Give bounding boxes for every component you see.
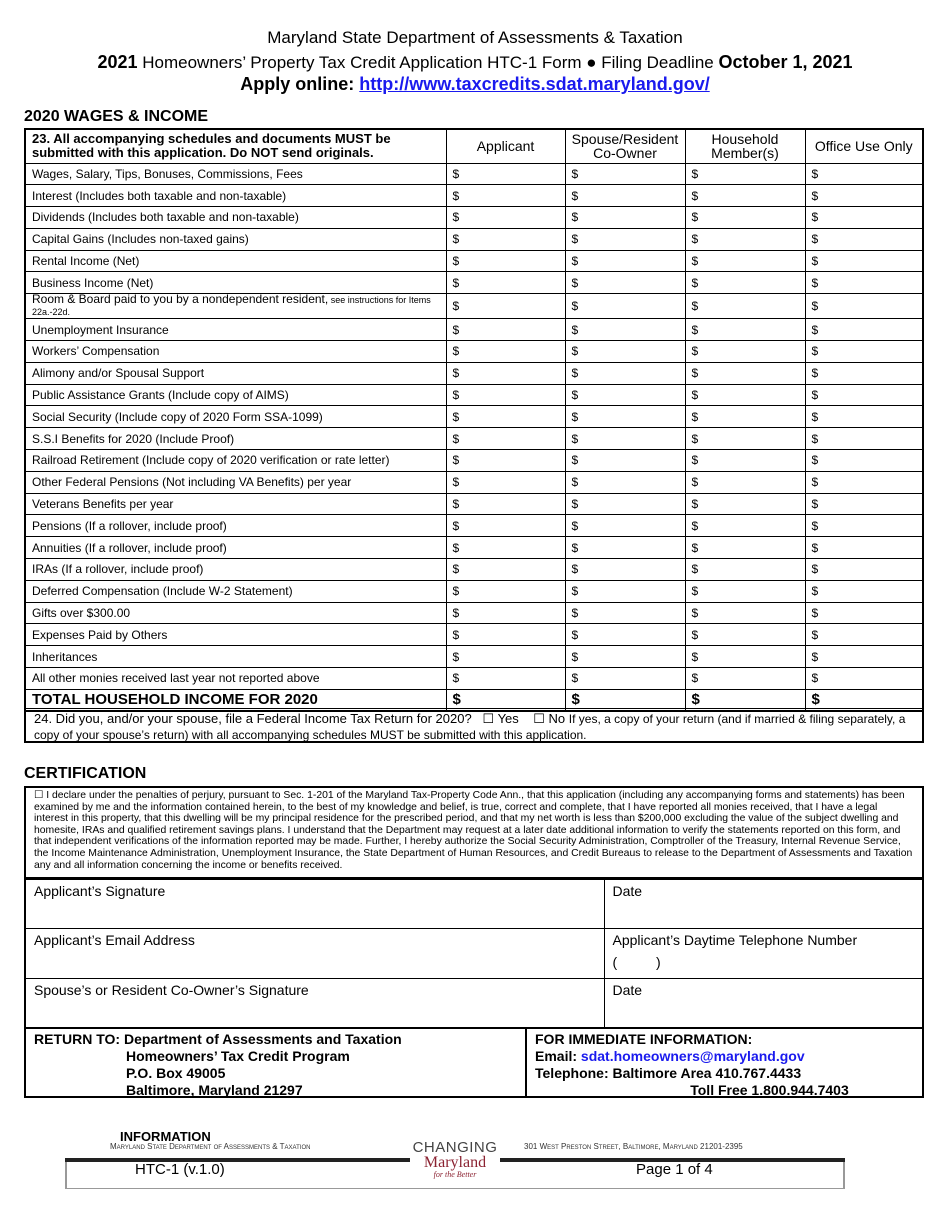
contact-email-link[interactable]: sdat.homeowners@maryland.gov bbox=[580, 1048, 805, 1064]
applicant-date-field[interactable] bbox=[604, 879, 923, 929]
row-label: Capital Gains (Includes non-taxed gains) bbox=[32, 232, 249, 247]
row-label: Workers’ Compensation bbox=[32, 344, 160, 359]
return-to-box bbox=[24, 1027, 924, 1098]
income-row bbox=[25, 228, 923, 250]
certification-text: I declare under the penalties of perjury, pursuant to Sec. 1-201 of the Maryland Tax-Property Code Ann., that this application (including any accompanying forms and statements) has been examined by me and the information contained herein, to the best of my knowledge and belief, is true, correct and complete, that I have reported all monies received, that I have a legal interest in this property, that this dwelling will be my principal residence for the prescribed period, and that my net worth is less than $200,000 excluding the value of the subject dwelling and homesite, IRAs and qualified retirement savings plans. I understand that the Department may request at a later date additional information to verify the statements reported on this form, and that independent verifications of the information reported may be made. Further, I hereby authorize the Social Security Administration, Comptroller of the Treasury, Internal Revenue Service, the Income Maintenance Administration, Unemployment Insurance, the State Department of Human Resources, and Credit Bureaus to release to the Department of Assessments and Taxation any and all information concerning the income or benefits received. bbox=[34, 790, 913, 871]
applicant-amount-field[interactable]: $ bbox=[446, 362, 565, 384]
spouse-amount-field[interactable]: $ bbox=[565, 689, 685, 711]
applicant-amount-field[interactable]: $ bbox=[446, 319, 565, 341]
return-to-line: P.O. Box 49005 bbox=[126, 1065, 226, 1081]
office-use-amount-field[interactable]: $ bbox=[805, 406, 923, 428]
row-label: Room & Board paid to you by a nondependent resident, bbox=[32, 292, 329, 307]
office-use-amount-field[interactable]: $ bbox=[805, 294, 923, 319]
applicant-signature-label: Applicant’s Signature bbox=[34, 883, 166, 899]
office-use-amount-field[interactable]: $ bbox=[805, 515, 923, 537]
changing-maryland-logo bbox=[410, 1139, 500, 1179]
spouse-amount-field[interactable]: $ bbox=[565, 537, 685, 559]
office-use-amount-field[interactable]: $ bbox=[805, 228, 923, 250]
row-label: Deferred Compensation (Include W-2 Statement) bbox=[32, 584, 293, 599]
applicant-amount-field[interactable]: $ bbox=[446, 185, 565, 207]
income-label bbox=[25, 250, 446, 272]
income-row bbox=[25, 471, 923, 493]
row-note: see instructions for Items 22a.-22d. bbox=[32, 295, 431, 318]
income-label bbox=[25, 319, 446, 341]
income-label bbox=[25, 471, 446, 493]
row-label: Veterans Benefits per year bbox=[32, 497, 174, 512]
household-amount-field[interactable]: $ bbox=[685, 689, 805, 711]
spouse-amount-field[interactable]: $ bbox=[565, 384, 685, 406]
applicant-signature-field[interactable] bbox=[25, 879, 604, 929]
row-label: All other monies received last year not reported above bbox=[32, 671, 320, 686]
spouse-amount-field[interactable]: $ bbox=[565, 624, 685, 646]
spouse-amount-field[interactable]: $ bbox=[565, 207, 685, 229]
signature-table bbox=[24, 878, 924, 1029]
income-label bbox=[25, 362, 446, 384]
household-amount-field[interactable]: $ bbox=[685, 580, 805, 602]
spouse-amount-field[interactable]: $ bbox=[565, 471, 685, 493]
date-label: Date bbox=[612, 883, 643, 899]
income-row bbox=[25, 185, 923, 207]
spouse-amount-field[interactable]: $ bbox=[565, 668, 685, 690]
office-use-amount-field[interactable]: $ bbox=[805, 646, 923, 668]
office-use-amount-field[interactable]: $ bbox=[805, 580, 923, 602]
applicant-amount-field[interactable]: $ bbox=[446, 471, 565, 493]
office-use-amount-field[interactable]: $ bbox=[805, 537, 923, 559]
row-label: Wages, Salary, Tips, Bonuses, Commissions, Fees bbox=[32, 166, 303, 181]
row-label: Other Federal Pensions (Not including VA Benefits) per year bbox=[32, 475, 352, 490]
income-row bbox=[25, 537, 923, 559]
office-use-amount-field[interactable]: $ bbox=[805, 185, 923, 207]
office-use-amount-field[interactable]: $ bbox=[805, 207, 923, 229]
spouse-amount-field[interactable]: $ bbox=[565, 559, 685, 581]
spouse-amount-field[interactable]: $ bbox=[565, 319, 685, 341]
yes-checkbox[interactable]: ☐ bbox=[482, 711, 495, 726]
household-amount-field[interactable]: $ bbox=[685, 493, 805, 515]
row-label: TOTAL HOUSEHOLD INCOME FOR 2020 bbox=[32, 691, 318, 709]
household-amount-field[interactable]: $ bbox=[685, 428, 805, 450]
spouse-amount-field[interactable]: $ bbox=[565, 163, 685, 185]
household-amount-field[interactable]: $ bbox=[685, 362, 805, 384]
column-header-household: Household Member(s) bbox=[685, 129, 805, 163]
applicant-amount-field[interactable]: $ bbox=[446, 250, 565, 272]
agency-title: Maryland State Department of Assessments & Taxation bbox=[267, 28, 683, 47]
income-label bbox=[25, 580, 446, 602]
question-24-text: 24. Did you, and/or your spouse, file a Federal Income Tax Return for 2020? bbox=[34, 711, 472, 726]
page-footer bbox=[0, 1125, 950, 1195]
row-label: IRAs (If a rollover, include proof) bbox=[32, 562, 204, 577]
office-use-amount-field[interactable]: $ bbox=[805, 624, 923, 646]
applicant-amount-field[interactable]: $ bbox=[446, 272, 565, 294]
page-number: Page 1 of 4 bbox=[636, 1161, 713, 1178]
income-row bbox=[25, 294, 923, 319]
spouse-amount-field[interactable]: $ bbox=[565, 580, 685, 602]
income-row bbox=[25, 319, 923, 341]
household-amount-field[interactable]: $ bbox=[685, 668, 805, 690]
apply-online-link[interactable]: http://www.taxcredits.sdat.maryland.gov/ bbox=[359, 74, 710, 94]
income-label bbox=[25, 537, 446, 559]
income-label bbox=[25, 559, 446, 581]
question-24-note: If yes, a copy of your return (and if married & filing separately, a copy of your spouse’s return) with all accompanying schedules MUST be submitted with this application. bbox=[34, 712, 906, 742]
logo-changing: CHANGING bbox=[412, 1139, 498, 1156]
office-use-amount-field[interactable]: $ bbox=[805, 319, 923, 341]
spouse-amount-field[interactable]: $ bbox=[565, 428, 685, 450]
income-label bbox=[25, 646, 446, 668]
spouse-amount-field[interactable]: $ bbox=[565, 646, 685, 668]
household-amount-field[interactable]: $ bbox=[685, 384, 805, 406]
form-title: 2021 Homeowners’ Property Tax Credit Application HTC-1 Form ● Filing Deadline October 1, 2021 bbox=[97, 52, 853, 72]
household-amount-field[interactable]: $ bbox=[685, 646, 805, 668]
no-checkbox[interactable]: ☐ bbox=[533, 711, 545, 726]
phone-parens: ( ) bbox=[612, 954, 661, 970]
applicant-amount-field[interactable]: $ bbox=[446, 406, 565, 428]
applicant-amount-field[interactable]: $ bbox=[446, 559, 565, 581]
income-section-title: 2020 WAGES & INCOME bbox=[24, 108, 209, 125]
row-label: Unemployment Insurance bbox=[32, 322, 169, 337]
income-label bbox=[25, 185, 446, 207]
spouse-amount-field[interactable]: $ bbox=[565, 228, 685, 250]
spouse-signature-label: Spouse’s or Resident Co-Owner’s Signature bbox=[34, 981, 309, 998]
row-label: Dividends (Includes both taxable and non-taxable) bbox=[32, 210, 299, 225]
household-amount-field[interactable]: $ bbox=[685, 163, 805, 185]
row-label: Gifts over $300.00 bbox=[32, 606, 131, 621]
footer-agency: Maryland State Department of Assessments & Taxation bbox=[110, 1142, 311, 1151]
applicant-amount-field[interactable]: $ bbox=[446, 537, 565, 559]
spouse-amount-field[interactable]: $ bbox=[565, 515, 685, 537]
spouse-amount-field[interactable]: $ bbox=[565, 602, 685, 624]
applicant-amount-field[interactable]: $ bbox=[446, 163, 565, 185]
spouse-amount-field[interactable]: $ bbox=[565, 450, 685, 472]
income-label bbox=[25, 207, 446, 229]
office-use-amount-field[interactable]: $ bbox=[805, 362, 923, 384]
question-24 bbox=[24, 708, 924, 743]
income-label bbox=[25, 493, 446, 515]
row-label: Expenses Paid by Others bbox=[32, 627, 168, 642]
apply-online: Apply online: http://www.taxcredits.sdat.maryland.gov/ bbox=[240, 74, 710, 94]
income-row bbox=[25, 406, 923, 428]
email-field[interactable] bbox=[25, 929, 604, 979]
row-label: Rental Income (Net) bbox=[32, 254, 140, 269]
income-row bbox=[25, 450, 923, 472]
applicant-amount-field[interactable]: $ bbox=[446, 450, 565, 472]
office-use-amount-field[interactable]: $ bbox=[805, 384, 923, 406]
row-label: Interest (Includes both taxable and non-taxable) bbox=[32, 188, 287, 203]
income-label bbox=[25, 515, 446, 537]
household-amount-field[interactable]: $ bbox=[685, 471, 805, 493]
income-label bbox=[25, 428, 446, 450]
income-row bbox=[25, 646, 923, 668]
applicant-amount-field[interactable]: $ bbox=[446, 493, 565, 515]
yes-label: Yes bbox=[497, 711, 519, 726]
row-label: Railroad Retirement (Include copy of 2020 verification or rate letter) bbox=[32, 453, 390, 468]
household-amount-field[interactable]: $ bbox=[685, 559, 805, 581]
applicant-amount-field[interactable]: $ bbox=[446, 689, 565, 711]
income-row bbox=[25, 668, 923, 690]
household-amount-field[interactable]: $ bbox=[685, 272, 805, 294]
row-label: Pensions (If a rollover, include proof) bbox=[32, 518, 227, 533]
spouse-date-field[interactable] bbox=[604, 978, 923, 1028]
contact-toll-free: Toll Free 1.800.944.7403 bbox=[690, 1082, 849, 1098]
applicant-amount-field[interactable]: $ bbox=[446, 294, 565, 319]
return-to-line: Baltimore, Maryland 21297 bbox=[126, 1082, 303, 1098]
household-amount-field[interactable]: $ bbox=[685, 624, 805, 646]
spouse-amount-field[interactable]: $ bbox=[565, 362, 685, 384]
row-label: Social Security (Include copy of 2020 Form SSA-1099) bbox=[32, 409, 323, 424]
office-use-amount-field[interactable]: $ bbox=[805, 341, 923, 363]
spouse-amount-field[interactable]: $ bbox=[565, 341, 685, 363]
certification-title: CERTIFICATION bbox=[24, 765, 147, 782]
household-amount-field[interactable]: $ bbox=[685, 406, 805, 428]
return-to-line: Homeowners’ Tax Credit Program bbox=[126, 1048, 350, 1064]
household-amount-field[interactable]: $ bbox=[685, 515, 805, 537]
office-use-amount-field[interactable]: $ bbox=[805, 450, 923, 472]
household-amount-field[interactable]: $ bbox=[685, 537, 805, 559]
row-label: Annuities (If a rollover, include proof) bbox=[32, 540, 227, 555]
spouse-amount-field[interactable]: $ bbox=[565, 185, 685, 207]
spouse-amount-field[interactable]: $ bbox=[565, 406, 685, 428]
income-row bbox=[25, 384, 923, 406]
income-row bbox=[25, 272, 923, 294]
income-label bbox=[25, 163, 446, 185]
applicant-amount-field[interactable]: $ bbox=[446, 624, 565, 646]
date-label: Date bbox=[612, 981, 643, 998]
footer-address: 301 West Preston Street, Baltimore, Maryland 21201-2395 bbox=[524, 1142, 743, 1151]
office-use-amount-field[interactable]: $ bbox=[805, 163, 923, 185]
applicant-amount-field[interactable]: $ bbox=[446, 515, 565, 537]
column-header-description: 23. All accompanying schedules and documents MUST be submitted with this application. Do NOT send originals. bbox=[25, 129, 446, 163]
office-use-amount-field[interactable]: $ bbox=[805, 471, 923, 493]
certify-checkbox[interactable]: ☐ bbox=[34, 790, 47, 801]
applicant-amount-field[interactable]: $ bbox=[446, 668, 565, 690]
spouse-amount-field[interactable]: $ bbox=[565, 250, 685, 272]
household-amount-field[interactable]: $ bbox=[685, 341, 805, 363]
contact-heading: FOR IMMEDIATE INFORMATION: bbox=[535, 1031, 753, 1047]
email-label: Applicant’s Email Address bbox=[34, 932, 195, 948]
income-label bbox=[25, 384, 446, 406]
phone-field[interactable] bbox=[604, 929, 923, 979]
income-row bbox=[25, 624, 923, 646]
income-label bbox=[25, 294, 446, 319]
applicant-amount-field[interactable]: $ bbox=[446, 341, 565, 363]
income-label bbox=[25, 341, 446, 363]
contact-info bbox=[527, 1029, 922, 1096]
office-use-amount-field[interactable]: $ bbox=[805, 689, 923, 711]
office-use-amount-field[interactable]: $ bbox=[805, 668, 923, 690]
household-amount-field[interactable]: $ bbox=[685, 250, 805, 272]
income-row bbox=[25, 602, 923, 624]
income-label bbox=[25, 624, 446, 646]
income-row bbox=[25, 559, 923, 581]
income-label bbox=[25, 406, 446, 428]
spouse-signature-field[interactable] bbox=[25, 978, 604, 1028]
income-row bbox=[25, 580, 923, 602]
spouse-amount-field[interactable]: $ bbox=[565, 272, 685, 294]
contact-phone: Telephone: Baltimore Area 410.767.4433 bbox=[535, 1065, 802, 1081]
applicant-amount-field[interactable]: $ bbox=[446, 428, 565, 450]
row-label: S.S.I Benefits for 2020 (Include Proof) bbox=[32, 431, 235, 446]
household-amount-field[interactable]: $ bbox=[685, 294, 805, 319]
office-use-amount-field[interactable]: $ bbox=[805, 602, 923, 624]
applicant-amount-field[interactable]: $ bbox=[446, 207, 565, 229]
column-header-office-use: Office Use Only bbox=[805, 129, 923, 163]
phone-label: Applicant’s Daytime Telephone Number bbox=[612, 932, 858, 948]
applicant-amount-field[interactable]: $ bbox=[446, 580, 565, 602]
footer-rule bbox=[65, 1158, 410, 1162]
income-row bbox=[25, 362, 923, 384]
applicant-amount-field[interactable]: $ bbox=[446, 384, 565, 406]
income-row bbox=[25, 428, 923, 450]
office-use-amount-field[interactable]: $ bbox=[805, 272, 923, 294]
email-label: Email: bbox=[535, 1048, 581, 1064]
column-header-applicant: Applicant bbox=[446, 129, 565, 163]
income-row bbox=[25, 163, 923, 185]
column-header-spouse: Spouse/Resident Co-Owner bbox=[565, 129, 685, 163]
form-version: HTC-1 (v.1.0) bbox=[135, 1161, 225, 1178]
row-label: Inheritances bbox=[32, 649, 98, 664]
applicant-amount-field[interactable]: $ bbox=[446, 228, 565, 250]
household-amount-field[interactable]: $ bbox=[685, 228, 805, 250]
household-amount-field[interactable]: $ bbox=[685, 450, 805, 472]
no-label: No bbox=[548, 711, 566, 726]
spouse-amount-field[interactable]: $ bbox=[565, 493, 685, 515]
footer-information: INFORMATION bbox=[120, 1129, 211, 1144]
income-row bbox=[25, 250, 923, 272]
household-amount-field[interactable]: $ bbox=[685, 319, 805, 341]
income-row bbox=[25, 515, 923, 537]
return-to-line: RETURN TO: Department of Assessments and Taxation bbox=[34, 1031, 402, 1047]
income-label bbox=[25, 228, 446, 250]
row-label: Business Income (Net) bbox=[32, 275, 154, 290]
office-use-amount-field[interactable]: $ bbox=[805, 559, 923, 581]
income-row bbox=[25, 493, 923, 515]
household-amount-field[interactable]: $ bbox=[685, 207, 805, 229]
income-label bbox=[25, 668, 446, 690]
applicant-amount-field[interactable]: $ bbox=[446, 646, 565, 668]
household-amount-field[interactable]: $ bbox=[685, 602, 805, 624]
applicant-amount-field[interactable]: $ bbox=[446, 602, 565, 624]
income-label bbox=[25, 450, 446, 472]
household-amount-field[interactable]: $ bbox=[685, 185, 805, 207]
certification-statement bbox=[24, 786, 924, 879]
income-table bbox=[24, 128, 924, 712]
logo-maryland: Maryland bbox=[410, 1156, 500, 1170]
row-label: Alimony and/or Spousal Support bbox=[32, 366, 205, 381]
return-address bbox=[26, 1029, 527, 1096]
income-row bbox=[25, 341, 923, 363]
office-use-amount-field[interactable]: $ bbox=[805, 493, 923, 515]
logo-tagline: for the Better bbox=[433, 1170, 477, 1179]
spouse-amount-field[interactable]: $ bbox=[565, 294, 685, 319]
income-label bbox=[25, 602, 446, 624]
office-use-amount-field[interactable]: $ bbox=[805, 428, 923, 450]
income-row bbox=[25, 207, 923, 229]
office-use-amount-field[interactable]: $ bbox=[805, 250, 923, 272]
income-label bbox=[25, 272, 446, 294]
row-label: Public Assistance Grants (Include copy of AIMS) bbox=[32, 388, 289, 403]
